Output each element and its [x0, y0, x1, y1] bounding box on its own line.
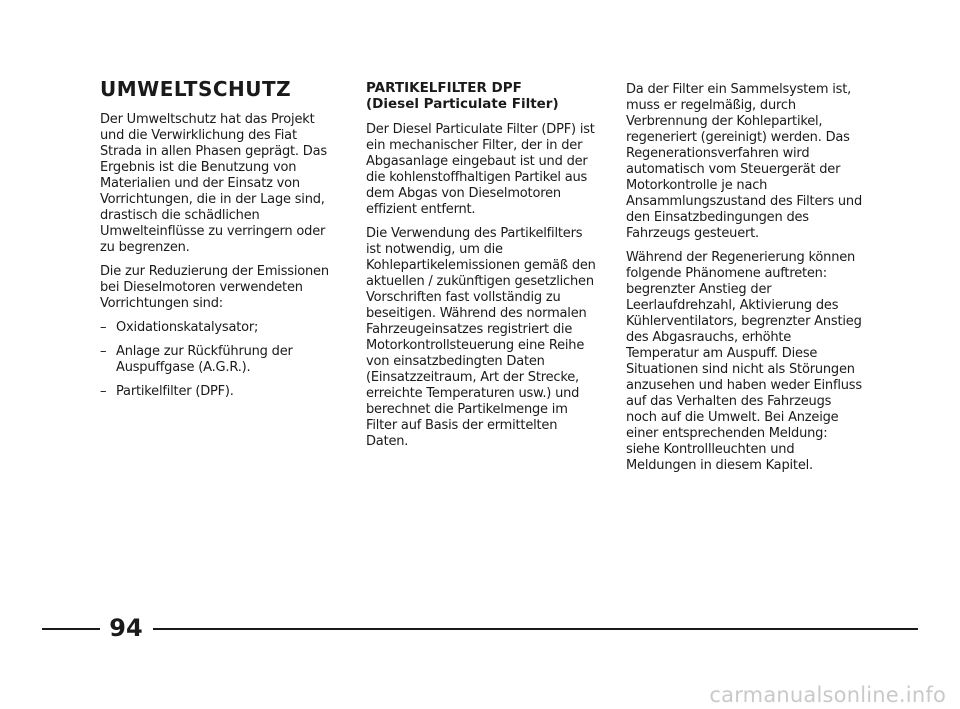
phenomena-paragraph: Während der Regenerierung können folgende Phänomene auftreten: begrenzter Anstieg der Leerlaufdrehzahl, Aktivierung des Kühlerventilators, begrenzter Anstieg des Abgasrauchs, erhöhte Temperatur am Auspuff. Diese Situationen sind nicht als Störungen anzusehen und haben weder Einfluss auf das Verhalten des Fahrzeugs noch auf die Umwelt. Bei Anzeige einer entsprechenden Meldung: siehe Kontrollleuchten und Meldungen in diesem Kapitel. — [626, 250, 862, 473]
watermark: carmanualsonline.info — [709, 683, 946, 707]
left-column — [100, 78, 332, 408]
heading-line-2: (Diesel Particulate Filter) — [366, 96, 559, 112]
middle-column — [366, 78, 598, 458]
right-column — [626, 82, 864, 482]
heading-line-1: PARTIKELFILTER DPF — [366, 80, 522, 96]
footer-rule-left — [42, 628, 100, 630]
page-number: 94 — [109, 614, 143, 642]
devices-paragraph: Die zur Reduzierung der Emissionen bei Dieselmotoren verwendeten Vorrichtungen sind: — [100, 264, 329, 311]
regeneration-paragraph: Da der Filter ein Sammelsystem ist, muss er regelmäßig, durch Verbrennung der Kohlepartikel, regeneriert (gereinigt) werden. Das Regenerationsverfahren wird automatisch vom Steuergerät der Motorkontrolle je nach Ansammlungszustand des Filters und den Einsatzbedingungen des Fahrzeugs gesteuert. — [626, 82, 863, 241]
dpf-usage-paragraph: Die Verwendung des Partikelfilters ist notwendig, um die Kohlepartikelemissionen gemäß den aktuellen / zukünftigen gesetzlichen Vorschriften fast vollständig zu beseitigen. Während des normalen Fahrzeugeinsatzes registriert die Motorkontrollsteuerung eine Reihe von einsatzbedingten Daten (Einsatzzeitraum, Art der Strecke, erreichte Temperaturen usw.) und berechnet die Partikelmenge im Filter auf Basis der ermittelten Daten. — [366, 226, 596, 449]
footer-rule-right — [153, 628, 918, 630]
list-item: – Anlage zur Rückführung der Auspuffgase (A.G.R.). — [100, 344, 332, 376]
intro-paragraph: Der Umweltschutz hat das Projekt und die Verwirklichung des Fiat Strada in allen Phasen geprägt. Das Ergebnis ist die Benutzung von Materialien und der Einsatz von Vorrichtungen, die in der Lage sind, drastisch die schädlichen Umwelteinflüsse zu verringern oder zu begrenzen. — [100, 112, 327, 255]
list-item: – Oxidationskatalysator; — [100, 320, 332, 336]
dpf-definition-paragraph: Der Diesel Particulate Filter (DPF) ist ein mechanischer Filter, der in der Abgasanlage eingebaut ist und der die kohlenstoffhaltigen Partikel aus dem Abgas von Dieselmotoren effizient entfernt. — [366, 122, 595, 217]
list-item: – Partikelfilter (DPF). — [100, 384, 332, 400]
section-title: UMWELTSCHUTZ — [100, 77, 292, 101]
subsection-heading — [366, 78, 598, 112]
devices-list — [100, 320, 332, 400]
